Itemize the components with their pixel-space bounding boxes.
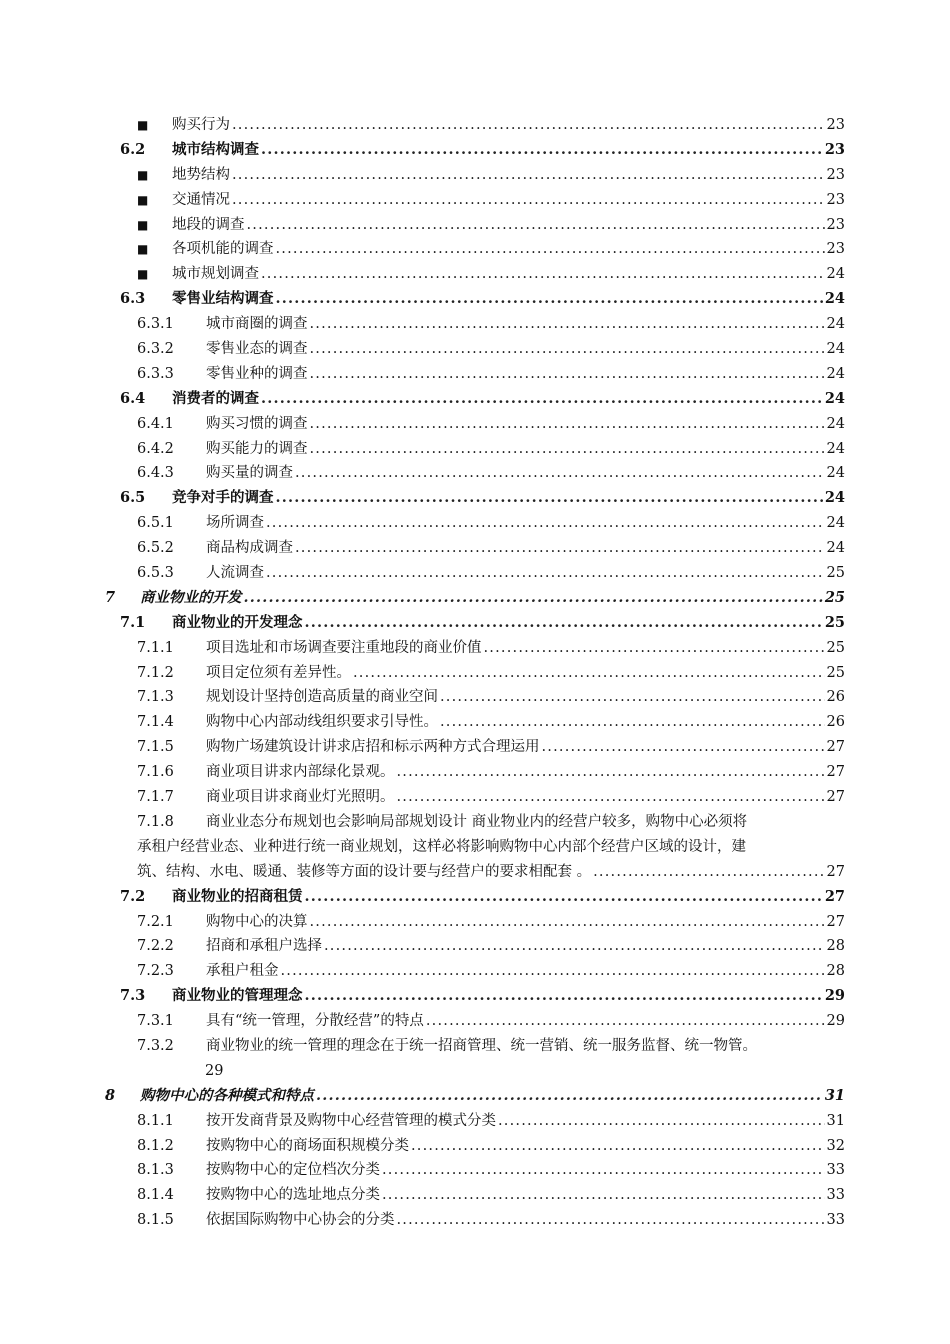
toc-entry-page: 25 xyxy=(826,565,845,582)
toc-entry-title: 项目选址和市场调查要注重地段的商业价值 xyxy=(206,639,482,656)
toc-entry-page: 27 xyxy=(824,887,845,905)
toc-entry[interactable] xyxy=(0,760,950,785)
toc-entry-number: 8.1.3 xyxy=(137,1162,174,1179)
toc-entry-title: 地段的调查 xyxy=(172,216,245,233)
toc-entry[interactable] xyxy=(0,237,950,262)
toc-entry-line xyxy=(137,685,845,710)
toc-entry[interactable] xyxy=(0,1109,950,1134)
toc-leader-dots xyxy=(324,934,825,959)
toc-leader-dots xyxy=(305,984,823,1009)
toc-entry-number: 8 xyxy=(105,1086,116,1104)
toc-entry-number: 6.5.2 xyxy=(137,540,174,557)
toc-entry-page: 33 xyxy=(826,1162,845,1179)
toc-entry[interactable] xyxy=(0,1134,950,1159)
toc-entry-number: 7.2.3 xyxy=(137,963,174,980)
toc-entry[interactable] xyxy=(0,561,950,586)
toc-entry-page: 24 xyxy=(826,415,845,432)
toc-entry-line xyxy=(120,387,845,412)
toc-entry-line xyxy=(137,1109,845,1134)
toc-entry[interactable] xyxy=(0,412,950,437)
toc-leader-dots xyxy=(247,213,825,238)
toc-entry-wrapped[interactable] xyxy=(0,810,950,885)
toc-entry-page: 26 xyxy=(826,714,845,731)
toc-entry[interactable] xyxy=(0,885,950,910)
toc-entry-line xyxy=(137,337,845,362)
toc-entry-title: 购买习惯的调查 xyxy=(206,415,308,432)
toc-entry[interactable] xyxy=(0,611,950,636)
toc-entry-page: 23 xyxy=(826,216,845,233)
toc-entry-number: 6.5.3 xyxy=(137,565,174,582)
toc-entry-title: 各项机能的调查 xyxy=(172,241,274,258)
toc-entry-page: 23 xyxy=(826,117,845,133)
toc-entry-number: 8.1.4 xyxy=(137,1187,174,1204)
toc-entry-title: 商品构成调查 xyxy=(206,540,293,557)
toc-entry-line xyxy=(137,163,845,188)
toc-entry-page: 24 xyxy=(824,389,845,407)
toc-entry-line xyxy=(137,959,845,984)
toc-entry-line xyxy=(137,262,845,287)
toc-entry-line xyxy=(137,1208,845,1233)
toc-entry[interactable] xyxy=(0,1084,950,1109)
toc-entry[interactable] xyxy=(0,685,950,710)
toc-entry-title: 按开发商背景及购物中心经营管理的模式分类 xyxy=(206,1112,496,1129)
toc-entry[interactable] xyxy=(0,163,950,188)
toc-entry-title: 城市结构调查 xyxy=(172,140,259,158)
toc-entry-number: 8.1.1 xyxy=(137,1112,174,1129)
toc-section-7-2-7-3 xyxy=(0,885,950,1034)
toc-entry-page: 24 xyxy=(826,266,845,283)
toc-entry-title: 按购物中心的定位档次分类 xyxy=(206,1162,380,1179)
toc-entry[interactable] xyxy=(0,461,950,486)
toc-entry-page: 23 xyxy=(826,166,845,183)
toc-entry-page: 24 xyxy=(824,290,845,308)
toc-entry[interactable] xyxy=(0,959,950,984)
toc-entry-page: 32 xyxy=(826,1137,845,1154)
toc-entry-line xyxy=(137,437,845,462)
toc-entry-page: 24 xyxy=(826,440,845,457)
toc-entry-line xyxy=(137,735,845,760)
toc-leader-dots xyxy=(261,262,825,287)
toc-entry[interactable] xyxy=(0,312,950,337)
bullet-icon: ■ xyxy=(137,118,149,132)
toc-entry-title: 项目定位须有差异性。 xyxy=(206,664,351,681)
bullet-icon: ■ xyxy=(137,167,149,182)
toc-leader-dots xyxy=(310,910,825,935)
toc-leader-dots xyxy=(542,735,825,760)
toc-entry[interactable] xyxy=(0,1208,950,1233)
toc-entry-number: 7.2 xyxy=(120,887,146,905)
toc-entry-title: 商业物业的开发理念 xyxy=(172,613,303,631)
toc-entry[interactable] xyxy=(0,287,950,312)
toc-entry-page: 24 xyxy=(826,365,845,382)
toc-entry-line xyxy=(137,1134,845,1159)
toc-entry-page: 29 xyxy=(826,1013,845,1030)
toc-entry-number: 8.1.2 xyxy=(137,1137,174,1154)
toc-entry-title: 交通情况 xyxy=(172,191,230,208)
toc-entry-line xyxy=(137,213,845,238)
toc-section-8 xyxy=(0,1084,950,1233)
toc-leader-dots xyxy=(266,511,825,536)
toc-entry-number: 6.4.2 xyxy=(137,440,174,457)
bullet-icon: ■ xyxy=(137,267,149,282)
toc-entry-title: 购物中心的各种模式和特点 xyxy=(140,1086,314,1104)
toc-entry-number: 6.3.3 xyxy=(137,365,174,382)
toc-entry-page: 25 xyxy=(826,639,845,656)
toc-entry-title: 竞争对手的调查 xyxy=(172,489,274,507)
toc-entry[interactable] xyxy=(0,536,950,561)
toc-entry-page: 25 xyxy=(826,664,845,681)
toc-leader-dots xyxy=(266,561,825,586)
toc-entry[interactable] xyxy=(0,984,950,1009)
toc-entry-title-line1: 商业业态分布规划也会影响局部规划设计 商业物业内的经营户较多，购物中心必须将 xyxy=(206,813,748,830)
toc-entry-number: 7.1.6 xyxy=(137,764,174,781)
toc-entry-line xyxy=(105,1084,845,1109)
toc-entry-line xyxy=(120,885,845,910)
toc-entry[interactable] xyxy=(0,362,950,387)
toc-entry-page: 24 xyxy=(826,316,845,333)
toc-entry-line xyxy=(120,611,845,636)
table-of-contents xyxy=(0,113,950,1233)
toc-leader-dots xyxy=(281,959,825,984)
toc-entry-title: 商业项目讲求商业灯光照明。 xyxy=(206,789,395,806)
toc-entry-title: 场所调查 xyxy=(206,515,264,532)
toc-leader-dots xyxy=(232,188,825,213)
toc-entry[interactable] xyxy=(0,511,950,536)
toc-entry-page: 25 xyxy=(824,588,845,606)
toc-entry[interactable] xyxy=(0,188,950,213)
toc-entry-page: 27 xyxy=(826,863,845,880)
toc-entry-number: 7.1.7 xyxy=(137,789,174,806)
toc-entry-line xyxy=(137,1158,845,1183)
toc-leader-dots xyxy=(440,710,825,735)
toc-leader-dots xyxy=(397,785,825,810)
toc-entry-page: 33 xyxy=(826,1187,845,1204)
toc-leader-dots xyxy=(498,1109,825,1134)
bullet-icon: ■ xyxy=(137,217,149,232)
toc-entry-title: 规划设计坚持创造高质量的商业空间 xyxy=(206,689,438,706)
toc-entry-line xyxy=(137,237,845,262)
toc-entry-line xyxy=(120,138,845,163)
toc-entry-title: 零售业结构调查 xyxy=(172,290,274,308)
toc-entry-page: 24 xyxy=(824,489,845,507)
toc-leader-dots xyxy=(261,387,823,412)
toc-entry-page: 24 xyxy=(826,540,845,557)
toc-entry-line xyxy=(137,536,845,561)
toc-leader-dots xyxy=(244,586,823,611)
toc-entry-title: 零售业态的调查 xyxy=(206,341,308,358)
toc-entry-line xyxy=(120,984,845,1009)
toc-leader-dots xyxy=(382,1183,825,1208)
toc-entry-title: 人流调查 xyxy=(206,565,264,582)
toc-entry-page: 26 xyxy=(826,689,845,706)
toc-entry-number: 6.3 xyxy=(120,290,146,308)
toc-entry-line xyxy=(137,785,845,810)
toc-entry[interactable] xyxy=(0,710,950,735)
toc-entry[interactable] xyxy=(0,486,950,511)
toc-entry-title: 依据国际购物中心协会的分类 xyxy=(206,1212,395,1229)
toc-entry-number: 7.1.3 xyxy=(137,689,174,706)
toc-leader-dots xyxy=(593,860,824,885)
toc-entry-title: 城市规划调查 xyxy=(172,266,259,283)
toc-entry-page: 33 xyxy=(826,1212,845,1229)
toc-entry-line xyxy=(137,1183,845,1208)
toc-leader-dots xyxy=(305,611,823,636)
toc-leader-dots xyxy=(310,337,825,362)
toc-leader-dots xyxy=(310,312,825,337)
toc-entry-number: 7.1.5 xyxy=(137,739,174,756)
toc-entry-line xyxy=(120,486,845,511)
toc-leader-dots xyxy=(382,1158,825,1183)
toc-leader-dots xyxy=(276,237,825,262)
toc-entry-number: 6.4.3 xyxy=(137,465,174,482)
toc-entry[interactable] xyxy=(0,337,950,362)
toc-leader-dots xyxy=(232,113,825,138)
toc-entry-number: 7.2.1 xyxy=(137,913,174,930)
toc-entry-number: 7.1.2 xyxy=(137,664,174,681)
toc-entry-page: 28 xyxy=(826,938,845,955)
toc-entry[interactable] xyxy=(0,1183,950,1208)
toc-leader-dots xyxy=(310,437,825,462)
toc-entry-page: 29 xyxy=(205,1062,224,1079)
toc-leader-dots xyxy=(353,661,825,686)
toc-entry[interactable] xyxy=(0,1158,950,1183)
toc-entry-title: 城市商圈的调查 xyxy=(206,316,308,333)
toc-entry-title: 按购物中心的选址地点分类 xyxy=(206,1187,380,1204)
toc-entry-number: 7.3 xyxy=(120,987,146,1005)
toc-leader-dots xyxy=(484,636,825,661)
toc-entry-page: 31 xyxy=(824,1086,845,1104)
toc-entry-line xyxy=(137,511,845,536)
toc-section-6-7 xyxy=(0,113,950,810)
toc-entry-line xyxy=(137,1009,845,1034)
toc-entry-page: 23 xyxy=(826,241,845,258)
toc-leader-dots xyxy=(440,685,825,710)
toc-entry-title: 地势结构 xyxy=(172,166,230,183)
toc-entry-title: 购买量的调查 xyxy=(206,465,293,482)
toc-entry-title: 商业物业的统一管理的理念在于统一招商管理、统一营销、统一服务监督、统一物管。 xyxy=(206,1037,757,1054)
toc-entry[interactable] xyxy=(0,1009,950,1034)
toc-entry[interactable] xyxy=(0,661,950,686)
toc-leader-dots xyxy=(411,1134,825,1159)
toc-entry-line xyxy=(137,710,845,735)
toc-entry-title: 购物中心的决算 xyxy=(206,913,308,930)
toc-leader-dots xyxy=(295,536,825,561)
toc-leader-dots xyxy=(426,1009,825,1034)
toc-entry-page: 27 xyxy=(826,789,845,806)
toc-entry-number: 6.5.1 xyxy=(137,515,174,532)
toc-entry[interactable] xyxy=(0,262,950,287)
toc-entry-number: 6.2 xyxy=(120,140,146,158)
toc-entry-line xyxy=(137,362,845,387)
toc-entry-title: 购买能力的调查 xyxy=(206,440,308,457)
toc-entry-line xyxy=(137,312,845,337)
toc-entry[interactable] xyxy=(0,934,950,959)
toc-entry-long-page-row xyxy=(0,1059,950,1084)
toc-entry-number: 6.4 xyxy=(120,389,146,407)
toc-entry-line xyxy=(137,188,845,213)
toc-entry-line xyxy=(120,287,845,312)
toc-leader-dots xyxy=(316,1084,823,1109)
toc-entry-number: 7.1.1 xyxy=(137,639,174,656)
toc-entry-line xyxy=(137,910,845,935)
toc-entry-number: 7.1.4 xyxy=(137,714,174,731)
toc-entry[interactable] xyxy=(0,586,950,611)
toc-entry-title: 购物广场建筑设计讲求店招和标示两种方式合理运用 xyxy=(206,739,540,756)
toc-entry-page: 27 xyxy=(826,739,845,756)
toc-entry-title: 商业项目讲求内部绿化景观。 xyxy=(206,764,395,781)
toc-leader-dots xyxy=(397,1208,825,1233)
toc-entry-page: 23 xyxy=(824,140,845,158)
toc-entry-number: 7.3.2 xyxy=(137,1037,174,1054)
toc-entry-number: 6.3.1 xyxy=(137,316,174,333)
toc-entry[interactable] xyxy=(0,113,950,138)
toc-entry-title: 商业物业的招商租赁 xyxy=(172,887,303,905)
toc-entry-page: 29 xyxy=(824,987,845,1005)
toc-entry-title: 购买行为 xyxy=(172,117,230,133)
toc-entry-page: 31 xyxy=(826,1112,845,1129)
toc-entry-number: 7 xyxy=(105,588,116,606)
toc-entry-line xyxy=(137,412,845,437)
toc-entry-title: 按购物中心的商场面积规模分类 xyxy=(206,1137,409,1154)
toc-entry[interactable] xyxy=(0,138,950,163)
toc-entry-number: 6.3.2 xyxy=(137,341,174,358)
toc-leader-dots xyxy=(397,760,825,785)
toc-entry-line xyxy=(105,586,845,611)
toc-entry-number: 7.1.8 xyxy=(137,813,174,830)
toc-entry-page: 24 xyxy=(826,465,845,482)
toc-entry-number: 7.2.2 xyxy=(137,938,174,955)
toc-entry-title-line3: 筑、结构、水电、暖通、装修等方面的设计要与经营户的要求相配套 。 xyxy=(137,863,592,880)
toc-leader-dots xyxy=(261,138,823,163)
toc-entry-page: 28 xyxy=(826,963,845,980)
toc-entry-title: 商业物业的开发 xyxy=(140,588,242,606)
toc-leader-dots xyxy=(305,885,823,910)
toc-entry-title-line2: 承租户经营业态、业种进行统一商业规划，这样必将影响购物中心内部个经营户区域的设计，建 xyxy=(137,838,746,855)
toc-entry-title: 消费者的调查 xyxy=(172,389,259,407)
toc-entry-page: 25 xyxy=(824,613,845,631)
toc-entry-page: 27 xyxy=(826,764,845,781)
toc-entry[interactable] xyxy=(0,437,950,462)
toc-entry-title: 承租户租金 xyxy=(206,963,279,980)
toc-entry[interactable] xyxy=(0,213,950,238)
toc-entry-title: 招商和承租户选择 xyxy=(206,938,322,955)
toc-entry-line xyxy=(137,760,845,785)
toc-entry-number: 8.1.5 xyxy=(137,1212,174,1229)
toc-leader-dots xyxy=(276,287,823,312)
toc-entry-page: 24 xyxy=(826,341,845,358)
bullet-icon: ■ xyxy=(137,192,149,207)
toc-entry-long[interactable] xyxy=(0,1034,950,1059)
toc-leader-dots xyxy=(232,163,825,188)
toc-leader-dots xyxy=(276,486,823,511)
bullet-icon: ■ xyxy=(137,242,149,257)
toc-entry-line xyxy=(137,461,845,486)
toc-entry[interactable] xyxy=(0,735,950,760)
toc-entry-line xyxy=(137,113,845,138)
toc-entry-number: 7.1 xyxy=(120,613,146,631)
toc-entry[interactable] xyxy=(0,636,950,661)
toc-entry-page: 24 xyxy=(826,515,845,532)
toc-entry-title: 具有“统一管理，分散经营”的特点 xyxy=(206,1013,424,1030)
toc-entry[interactable] xyxy=(0,910,950,935)
toc-entry-line xyxy=(137,561,845,586)
toc-entry-line xyxy=(137,661,845,686)
toc-entry[interactable] xyxy=(0,785,950,810)
toc-entry-page: 23 xyxy=(826,191,845,208)
toc-entry-line xyxy=(137,636,845,661)
toc-entry-number: 6.4.1 xyxy=(137,415,174,432)
toc-entry-title: 零售业种的调查 xyxy=(206,365,308,382)
toc-entry-line xyxy=(137,934,845,959)
toc-entry-title: 商业物业的管理理念 xyxy=(172,987,303,1005)
toc-entry-number: 6.5 xyxy=(120,489,146,507)
toc-leader-dots xyxy=(310,412,825,437)
toc-entry-page: 27 xyxy=(826,913,845,930)
toc-entry-number: 7.3.1 xyxy=(137,1013,174,1030)
toc-leader-dots xyxy=(295,461,825,486)
toc-entry-title: 购物中心内部动线组织要求引导性。 xyxy=(206,714,438,731)
toc-entry[interactable] xyxy=(0,387,950,412)
toc-leader-dots xyxy=(310,362,825,387)
